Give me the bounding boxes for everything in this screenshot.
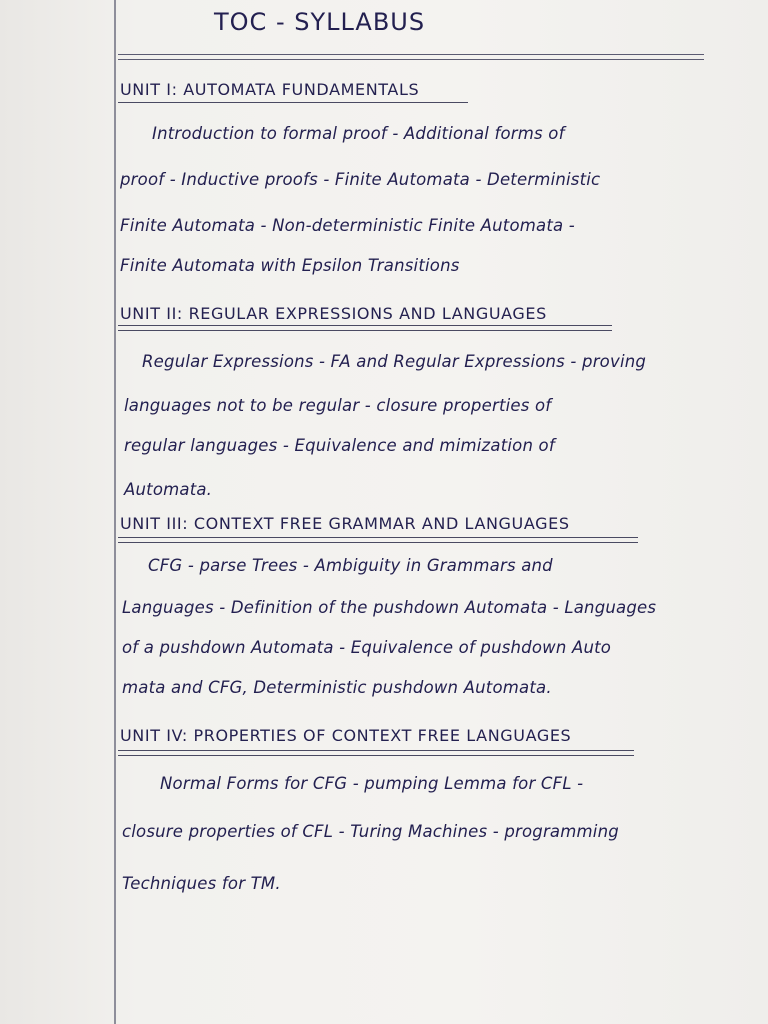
unit-4-heading: UNIT IV: PROPERTIES OF CONTEXT FREE LANGUAGES	[120, 726, 572, 745]
margin-line	[114, 0, 116, 1024]
unit-3-heading: UNIT III: CONTEXT FREE GRAMMAR AND LANGUAGES	[120, 514, 570, 533]
unit-4-heading-rule	[118, 755, 634, 756]
unit-1-heading-rule	[118, 102, 468, 103]
unit-4-line: closure properties of CFL - Turing Machines - programming	[122, 822, 619, 841]
unit-2-heading: UNIT II: REGULAR EXPRESSIONS AND LANGUAGES	[120, 304, 547, 323]
unit-2-line: Regular Expressions - FA and Regular Expressions - proving	[142, 352, 647, 371]
unit-3-line: of a pushdown Automata - Equivalence of pushdown Auto	[122, 638, 612, 657]
unit-1-line: Finite Automata - Non-deterministic Finite Automata -	[120, 216, 575, 235]
title-rule	[118, 54, 704, 55]
unit-3-heading-rule	[118, 542, 638, 543]
title-rule	[118, 59, 704, 60]
unit-3-line: CFG - parse Trees - Ambiguity in Grammars and	[148, 556, 553, 575]
unit-3-heading-rule	[118, 537, 638, 538]
unit-4-heading-rule	[118, 750, 634, 751]
unit-4-line: Techniques for TM.	[122, 874, 281, 893]
unit-1-line: Finite Automata with Epsilon Transitions	[120, 256, 460, 275]
unit-3-line: Languages - Definition of the pushdown Automata - Languages	[122, 598, 657, 617]
unit-2-line: languages not to be regular - closure properties of	[124, 396, 552, 415]
unit-2-line: Automata.	[124, 480, 213, 499]
unit-2-heading-rule	[118, 325, 612, 326]
unit-2-heading-rule	[118, 330, 612, 331]
page-title: TOC - SYLLABUS	[214, 8, 426, 36]
unit-4-line: Normal Forms for CFG - pumping Lemma for CFL -	[160, 774, 584, 793]
unit-1-line: proof - Inductive proofs - Finite Automata - Deterministic	[120, 170, 601, 189]
unit-2-line: regular languages - Equivalence and mimization of	[124, 436, 555, 455]
unit-1-line: Introduction to formal proof - Additional forms of	[152, 124, 565, 143]
unit-1-heading: UNIT I: AUTOMATA FUNDAMENTALS	[120, 80, 420, 99]
unit-3-line: mata and CFG, Deterministic pushdown Automata.	[122, 678, 552, 697]
